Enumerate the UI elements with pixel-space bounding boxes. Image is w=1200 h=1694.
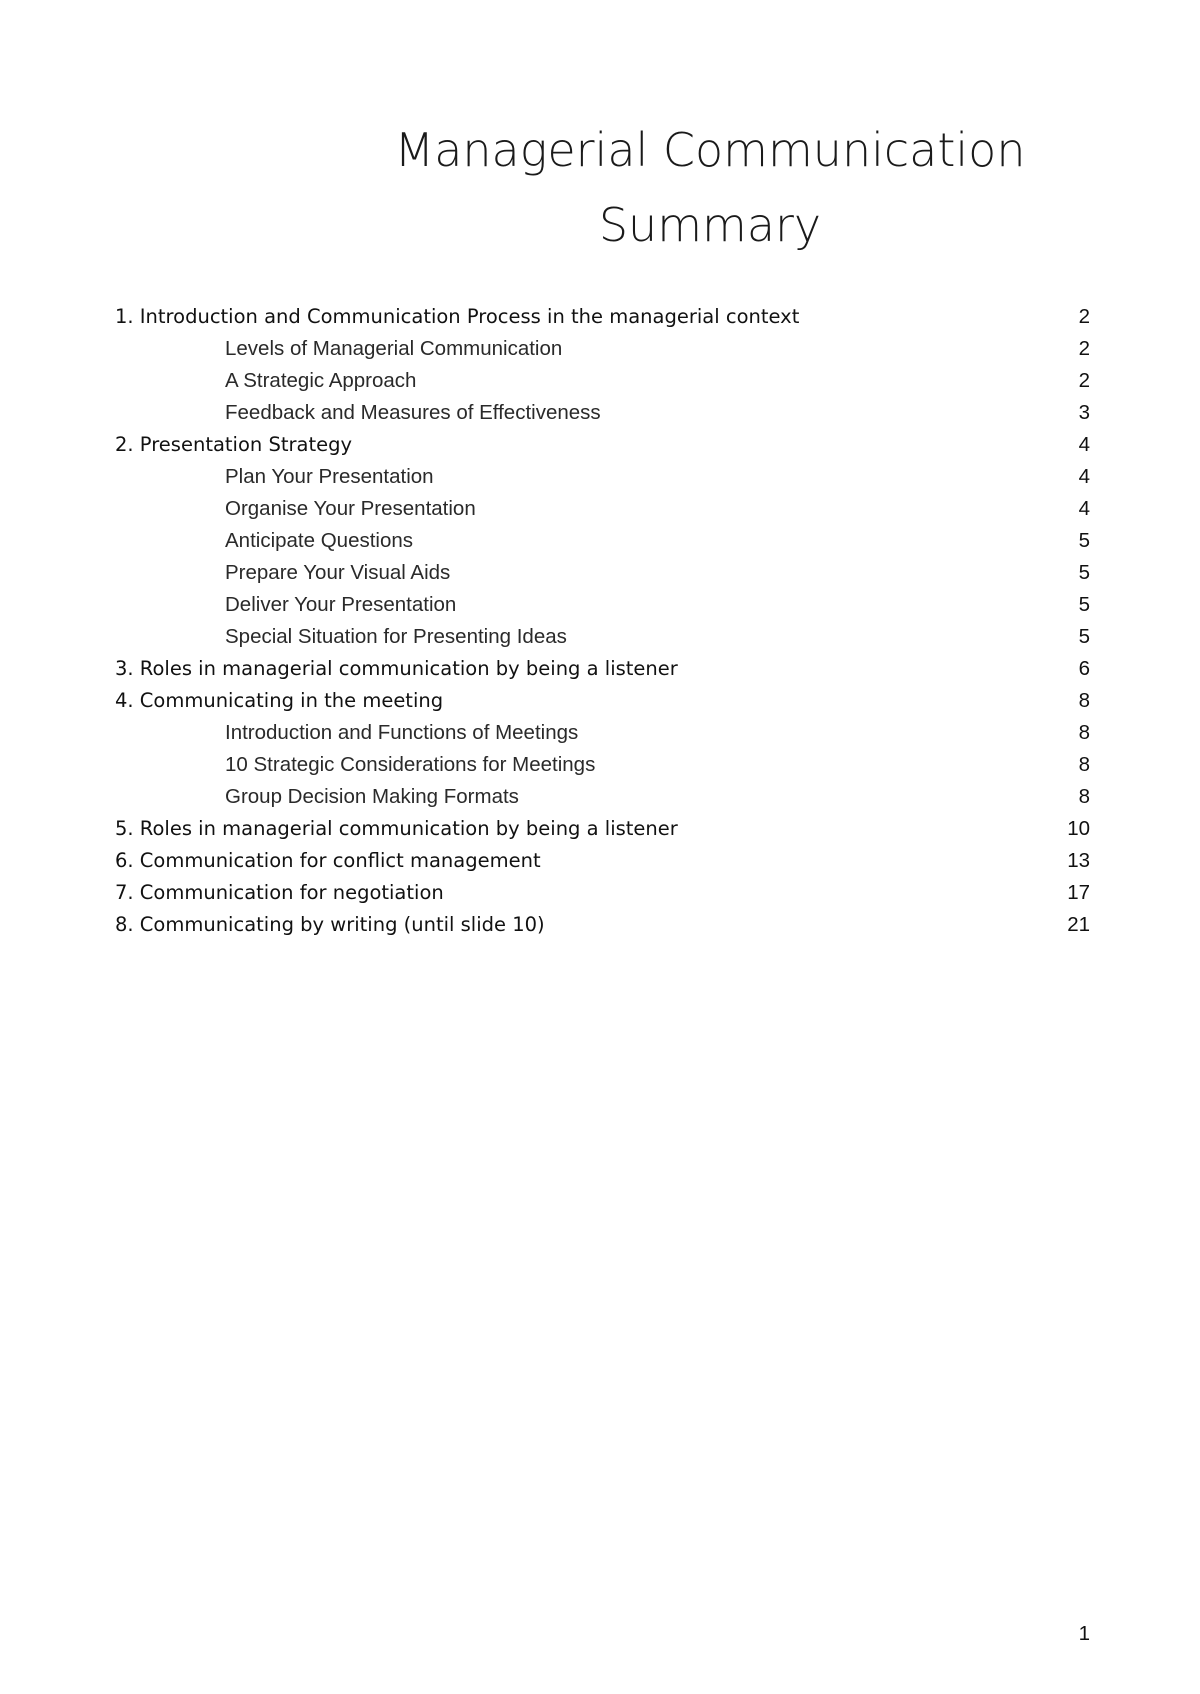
toc-entry[interactable]: [115, 557, 1090, 589]
toc-entry-label: Special Situation for Presenting Ideas: [225, 625, 567, 648]
toc-entry-label: Deliver Your Presentation: [225, 593, 457, 616]
table-of-contents: [115, 301, 1090, 941]
toc-entry[interactable]: [115, 397, 1090, 429]
toc-entry[interactable]: [115, 589, 1090, 621]
toc-entry-page: 17: [1067, 881, 1090, 904]
toc-entry[interactable]: [115, 845, 1090, 877]
toc-entry-label: A Strategic Approach: [225, 369, 417, 392]
toc-entry[interactable]: [115, 493, 1090, 525]
toc-entry-page: 8: [1078, 785, 1090, 808]
toc-entry-page: 5: [1078, 529, 1090, 552]
toc-entry[interactable]: [115, 653, 1090, 685]
toc-entry[interactable]: [115, 365, 1090, 397]
toc-entry-page: 3: [1078, 401, 1090, 424]
document-subtitle: Summary: [598, 198, 822, 252]
toc-entry-label: Levels of Managerial Communication: [225, 337, 563, 360]
toc-entry[interactable]: [115, 333, 1090, 365]
toc-entry-page: 8: [1078, 753, 1090, 776]
toc-entry-page: 4: [1078, 497, 1090, 520]
toc-entry-page: 10: [1067, 817, 1090, 840]
document-title: Managerial Communication: [394, 123, 1026, 177]
toc-entry-page: 8: [1078, 689, 1090, 712]
toc-entry-label: Feedback and Measures of Effectiveness: [225, 401, 601, 424]
toc-entry-label: Plan Your Presentation: [225, 465, 434, 488]
toc-entry-page: 13: [1067, 849, 1090, 872]
toc-entry[interactable]: [115, 717, 1090, 749]
toc-entry-label: 4. Communicating in the meeting: [115, 689, 444, 712]
toc-entry-page: 5: [1078, 593, 1090, 616]
toc-entry[interactable]: [115, 525, 1090, 557]
toc-entry-page: 2: [1078, 305, 1090, 328]
toc-entry[interactable]: [115, 781, 1090, 813]
toc-entry[interactable]: [115, 461, 1090, 493]
toc-entry[interactable]: [115, 429, 1090, 461]
toc-entry-page: 6: [1078, 657, 1090, 680]
toc-entry-page: 21: [1067, 913, 1090, 936]
toc-entry[interactable]: [115, 749, 1090, 781]
toc-entry-page: 5: [1078, 625, 1090, 648]
toc-entry-label: 3. Roles in managerial communication by being a listener: [115, 657, 678, 680]
toc-entry-label: Prepare Your Visual Aids: [225, 561, 451, 584]
toc-entry-page: 8: [1078, 721, 1090, 744]
toc-entry-label: Anticipate Questions: [225, 529, 414, 552]
toc-entry-label: Group Decision Making Formats: [225, 785, 519, 808]
toc-entry-page: 4: [1078, 465, 1090, 488]
toc-entry-label: Organise Your Presentation: [225, 497, 476, 520]
toc-entry-page: 2: [1078, 337, 1090, 360]
toc-entry[interactable]: [115, 621, 1090, 653]
toc-entry-label: Introduction and Functions of Meetings: [225, 721, 579, 744]
page-number: 1: [1078, 1622, 1090, 1645]
toc-entry-label: 10 Strategic Considerations for Meetings: [225, 753, 596, 776]
toc-entry[interactable]: [115, 685, 1090, 717]
toc-entry-page: 4: [1078, 433, 1090, 456]
toc-entry-label: 5. Roles in managerial communication by being a listener: [115, 817, 678, 840]
toc-entry[interactable]: [115, 813, 1090, 845]
toc-entry-label: 6. Communication for conflict management: [115, 849, 541, 872]
toc-entry[interactable]: [115, 909, 1090, 941]
toc-entry-label: 8. Communicating by writing (until slide 10): [115, 913, 545, 936]
toc-entry-label: 1. Introduction and Communication Process in the managerial context: [115, 305, 800, 328]
toc-entry[interactable]: [115, 877, 1090, 909]
toc-entry[interactable]: [115, 301, 1090, 333]
toc-entry-label: 2. Presentation Strategy: [115, 433, 353, 456]
toc-entry-page: 2: [1078, 369, 1090, 392]
toc-entry-page: 5: [1078, 561, 1090, 584]
toc-entry-label: 7. Communication for negotiation: [115, 881, 444, 904]
